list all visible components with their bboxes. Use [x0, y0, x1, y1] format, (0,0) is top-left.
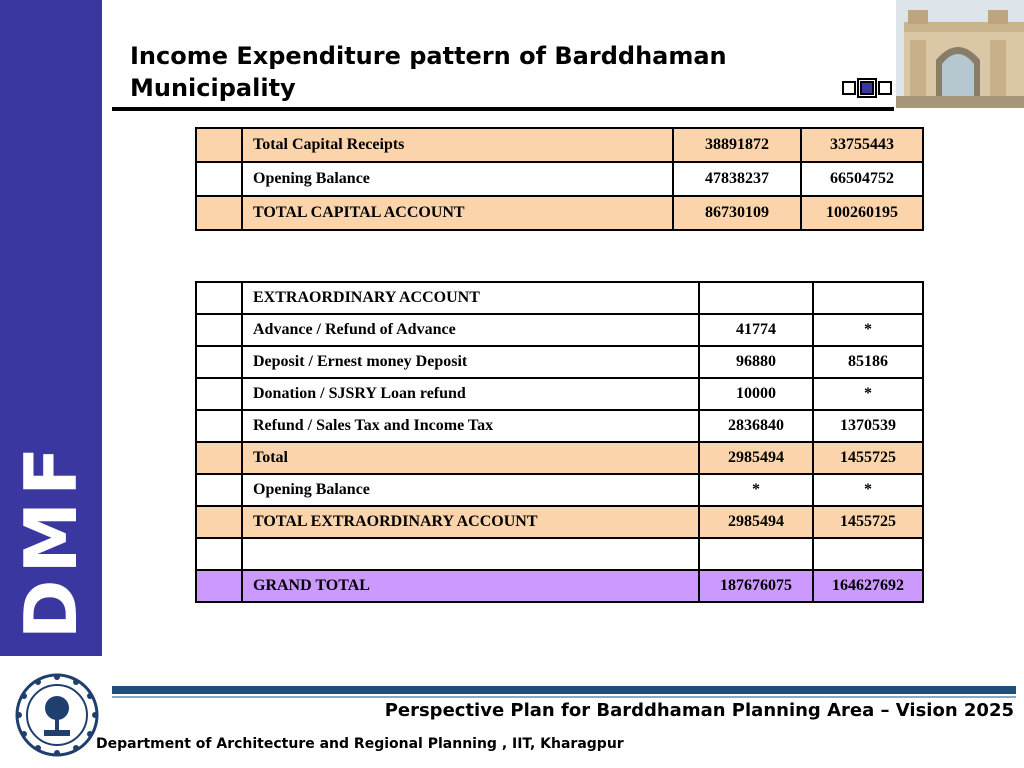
table-row — [196, 282, 923, 314]
value-column-1: 2985494 — [699, 442, 813, 474]
row-label: Opening Balance — [242, 474, 699, 506]
value-column-2: * — [813, 314, 923, 346]
indicator-square-active-icon — [860, 81, 874, 95]
row-label: Advance / Refund of Advance — [242, 314, 699, 346]
row-label: GRAND TOTAL — [242, 570, 699, 602]
row-marker-cell — [196, 506, 242, 538]
table-row — [196, 162, 923, 196]
indicator-square-icon — [842, 81, 856, 95]
gateway-photo-icon — [896, 0, 1024, 108]
table-row — [196, 346, 923, 378]
table-row — [196, 570, 923, 602]
table-row — [196, 538, 923, 570]
value-column-1: 47838237 — [673, 162, 801, 196]
row-label: TOTAL EXTRAORDINARY ACCOUNT — [242, 506, 699, 538]
row-marker-cell — [196, 282, 242, 314]
value-column-2: 164627692 — [813, 570, 923, 602]
row-marker-cell — [196, 378, 242, 410]
value-column-2 — [813, 538, 923, 570]
title-underline — [112, 107, 894, 111]
table-row — [196, 196, 923, 230]
row-marker-cell — [196, 570, 242, 602]
row-label: Total — [242, 442, 699, 474]
value-column-1: 86730109 — [673, 196, 801, 230]
footer-divider-thin — [112, 696, 1016, 698]
table-row — [196, 378, 923, 410]
table-row — [196, 442, 923, 474]
row-label: Deposit / Ernest money Deposit — [242, 346, 699, 378]
value-column-1: 2985494 — [699, 506, 813, 538]
value-column-1: 38891872 — [673, 128, 801, 162]
row-label: TOTAL CAPITAL ACCOUNT — [242, 196, 673, 230]
value-column-2: 1370539 — [813, 410, 923, 442]
table-row — [196, 474, 923, 506]
value-column-2: 1455725 — [813, 442, 923, 474]
row-marker-cell — [196, 410, 242, 442]
gateway-photo — [896, 0, 1024, 108]
value-column-1: 41774 — [699, 314, 813, 346]
table-row — [196, 128, 923, 162]
value-column-1: 96880 — [699, 346, 813, 378]
value-column-2 — [813, 282, 923, 314]
row-marker-cell — [196, 346, 242, 378]
row-label: Refund / Sales Tax and Income Tax — [242, 410, 699, 442]
value-column-1 — [699, 538, 813, 570]
value-column-2: * — [813, 474, 923, 506]
value-column-2: 33755443 — [801, 128, 923, 162]
sidebar-banner — [0, 0, 102, 656]
value-column-2: 85186 — [813, 346, 923, 378]
row-label: Opening Balance — [242, 162, 673, 196]
row-label — [242, 538, 699, 570]
value-column-1: 10000 — [699, 378, 813, 410]
value-column-1: 187676075 — [699, 570, 813, 602]
extraordinary-account-table — [195, 281, 924, 603]
indicator-square-icon — [878, 81, 892, 95]
table-row — [196, 506, 923, 538]
table-row — [196, 410, 923, 442]
sidebar-label: DMF — [9, 440, 93, 640]
capital-account-table — [195, 127, 924, 231]
row-marker-cell — [196, 196, 242, 230]
iit-kharagpur-emblem-icon — [14, 672, 100, 758]
footer-divider — [112, 686, 1016, 694]
row-label: Total Capital Receipts — [242, 128, 673, 162]
row-marker-cell — [196, 314, 242, 346]
table-row — [196, 314, 923, 346]
row-marker-cell — [196, 474, 242, 506]
value-column-2: 100260195 — [801, 196, 923, 230]
row-marker-cell — [196, 128, 242, 162]
row-marker-cell — [196, 538, 242, 570]
row-marker-cell — [196, 442, 242, 474]
row-label: EXTRAORDINARY ACCOUNT — [242, 282, 699, 314]
value-column-2: * — [813, 378, 923, 410]
value-column-1: 2836840 — [699, 410, 813, 442]
footer-title: Perspective Plan for Barddhaman Planning Area – Vision 2025 — [384, 700, 1014, 721]
value-column-1 — [699, 282, 813, 314]
footer-department: Department of Architecture and Regional Planning , IIT, Kharagpur — [96, 736, 624, 752]
row-marker-cell — [196, 162, 242, 196]
value-column-2: 66504752 — [801, 162, 923, 196]
value-column-1: * — [699, 474, 813, 506]
slide-title: Income Expenditure pattern of Barddhaman Municipality — [130, 42, 727, 102]
row-label: Donation / SJSRY Loan refund — [242, 378, 699, 410]
value-column-2: 1455725 — [813, 506, 923, 538]
slide-indicator — [842, 81, 892, 95]
